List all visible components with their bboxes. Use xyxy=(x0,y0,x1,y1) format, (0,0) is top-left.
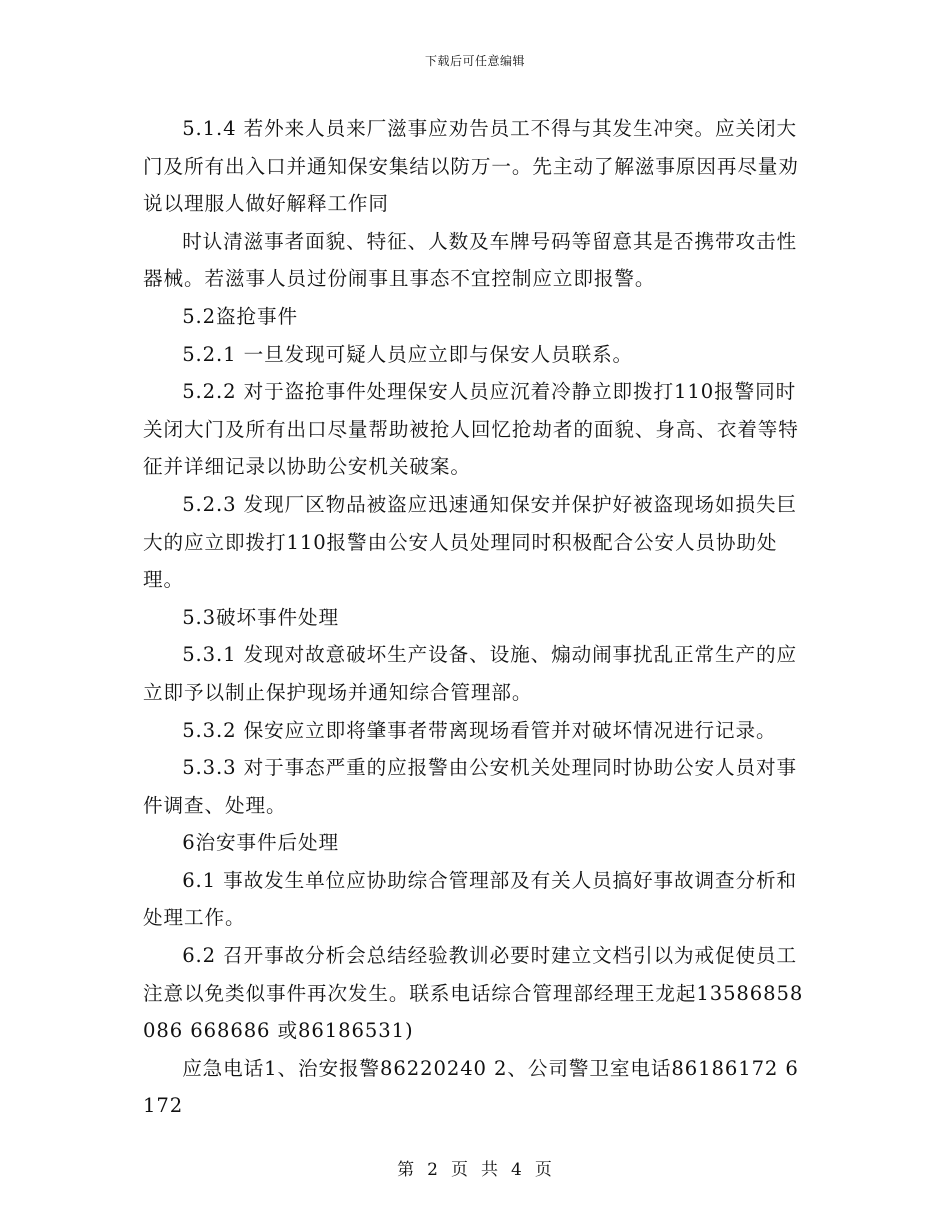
section-heading-5-3: 5.3破坏事件处理 xyxy=(182,605,340,629)
paragraph-6-2: 6.2 召开事故分析会总结经验教训必要时建立文档引以为戒促使员工注意以免类似事件再次发生。联系电话综合管理部经理王龙起13586858086 668686 或86186531) xyxy=(143,944,804,1043)
total-pages: 4 xyxy=(511,1160,523,1180)
footer-ye-end: 页 xyxy=(534,1160,553,1180)
paragraph-5-2-2: 5.2.2 对于盗抢事件处理保安人员应沉着冷静立即拨打110报警同时关闭大门及所有出口尽量帮助被抢人回忆抢劫者的面貌、身高、衣着等特征并详细记录以协助公安机关破案。 xyxy=(143,380,799,479)
footer-gong: 共 xyxy=(481,1160,499,1180)
paragraph-5-3-2: 5.3.2 保安应立即将肇事者带离现场看管并对破坏情况进行记录。 xyxy=(182,718,777,742)
section-heading-6: 6治安事件后处理 xyxy=(182,831,340,855)
footer-ye: 页 xyxy=(451,1160,469,1180)
section-heading-5-2: 5.2盗抢事件 xyxy=(182,304,299,328)
paragraph-5-2-3: 5.2.3 发现厂区物品被盗应迅速通知保安并保护好被盗现场如损失巨大的应立即拨打110报警由公安人员处理同时积极配合公安人员协助处理。 xyxy=(143,492,798,592)
paragraph-5-1-4: 5.1.4 若外来人员来厂滋事应劝告员工不得与其发生冲突。应关闭大门及所有出入口并通知保安集结以防万一。先主动了解滋事原因再尽量劝说以理服人做好解释工作同 xyxy=(143,117,799,216)
footer-di: 第 xyxy=(397,1160,416,1180)
paragraph-5-3-3: 5.3.3 对于事态严重的应报警由公安机关处理同时协助公安人员对事件调查、处理。 xyxy=(143,756,798,817)
page-footer xyxy=(0,1155,950,1180)
emergency-phones: 应急电话1、治安报警86220240 2、公司警卫室电话86186172 6172 xyxy=(143,1056,799,1118)
paragraph-6-1: 6.1 事故发生单位应协助综合管理部及有关人员搞好事故调查分析和处理工作。 xyxy=(143,868,798,930)
page-header: 下载后可任意编辑 xyxy=(424,54,525,68)
paragraph-5-2-1: 5.2.1 一旦发现可疑人员应立即与保安人员联系。 xyxy=(182,342,634,366)
paragraph-5-1-4-continued: 时认清滋事者面貌、特征、人数及车牌号码等留意其是否携带攻击性器械。若滋事人员过份闹事且事态不宜控制应立即报警。 xyxy=(143,229,797,291)
page-number: 2 xyxy=(427,1160,439,1180)
paragraph-5-3-1: 5.3.1 发现对故意破坏生产设备、设施、煽动闹事扰乱正常生产的应立即予以制止保护现场并通知综合管理部。 xyxy=(143,643,798,704)
document-body xyxy=(143,110,808,1125)
